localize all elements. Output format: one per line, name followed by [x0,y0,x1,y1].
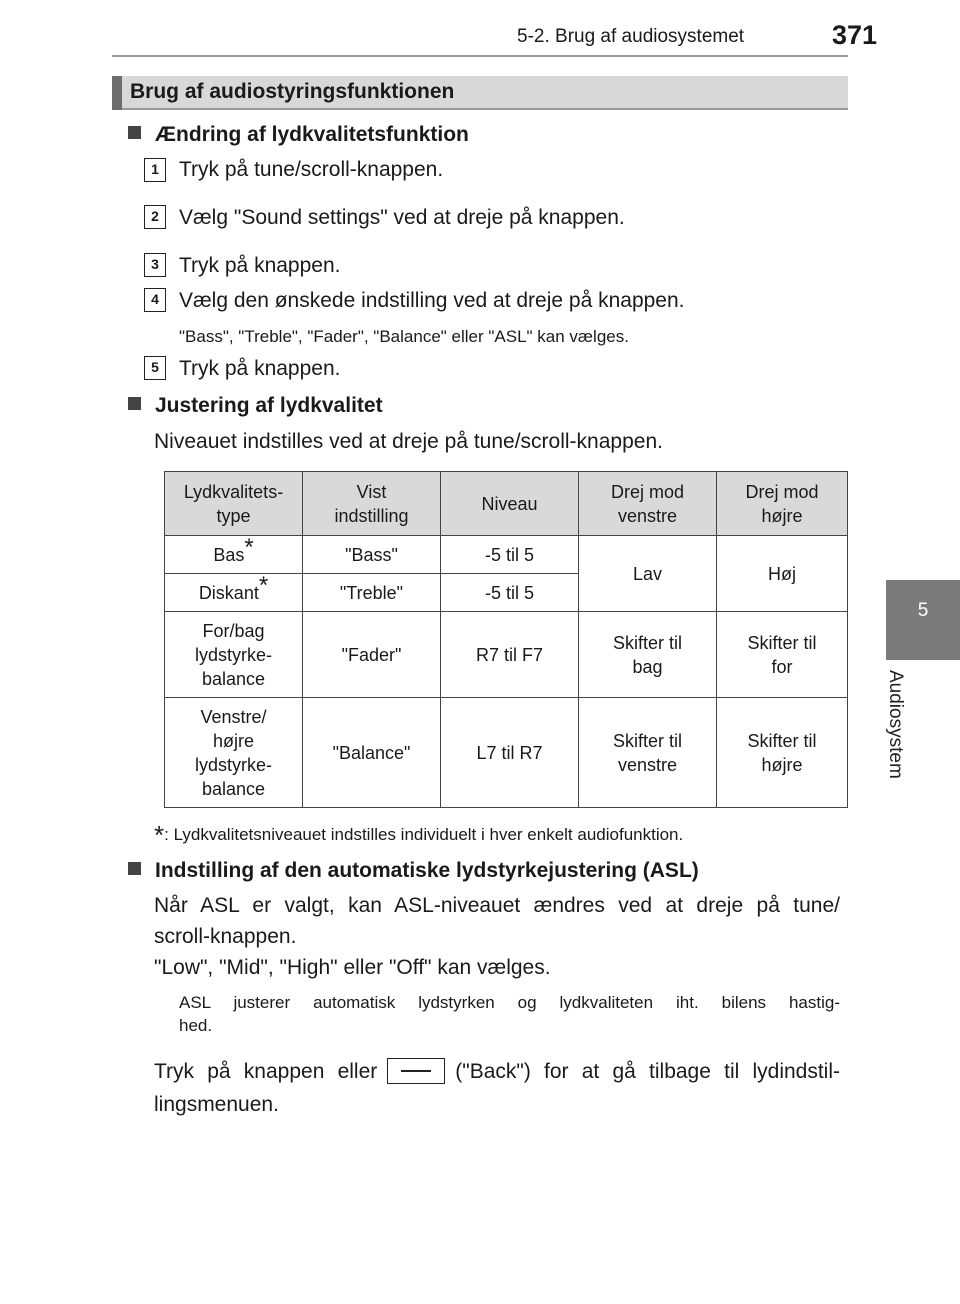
section-title: Brug af audiostyringsfunktionen [130,80,455,103]
chapter-side-label-text: Audiosystem [885,670,906,779]
chapter-header: 5-2. Brug af audiosystemet [517,26,745,47]
section-bar-accent [112,76,122,110]
table-header-cell: Drej mod venstre [579,472,717,536]
step-text: Vælg den ønskede indstilling ved at dreje på knappen. [179,289,685,312]
table-cell: Venstre/ højre lydstyrke- balance [165,698,303,808]
table-cell: R7 til F7 [441,612,579,698]
body-text: scroll-knappen. [154,925,297,948]
asterisk-marker: * [258,571,269,599]
table-cell: For/bag lydstyrke- balance [165,612,303,698]
table-header-row [165,472,848,536]
chapter-side-label [885,670,926,800]
table-row [165,698,848,808]
header-rule [112,55,848,57]
step-number-box: 3 [144,253,166,277]
table-cell: -5 til 5 [441,536,579,574]
table-cell: "Bass" [303,536,441,574]
table-cell: Skifter til for [717,612,848,698]
subheading-text: Ændring af lydkvalitetsfunktion [155,123,469,146]
body-text: "Low", "Mid", "High" eller "Off" kan vælges. [154,956,551,979]
step-note: "Bass", "Treble", "Fader", "Balance" eller "ASL" kan vælges. [179,327,629,346]
table-header-cell: Drej mod højre [717,472,848,536]
subheading-asl [128,859,699,883]
footnote-marker: * [154,820,165,850]
footnote [154,820,683,851]
step-number-box: 1 [144,158,166,182]
table-header-cell: Niveau [441,472,579,536]
body-text: Når ASL er valgt, kan ASL-niveauet ændres ved at dreje på tune/ [154,894,840,917]
table-cell: "Balance" [303,698,441,808]
step-text: Tryk på knappen. [179,357,341,380]
square-bullet-icon [128,126,141,139]
back-button-icon [387,1058,445,1084]
step-number-box: 2 [144,205,166,229]
table-row [165,612,848,698]
table-row [165,536,848,574]
note-text: ASL justerer automatisk lydstyrken og lydkvaliteten iht. bilens hastig- [179,993,840,1012]
subheading-text: Justering af lydkvalitet [155,394,383,417]
step-number-box: 5 [144,356,166,380]
page-number: 371 [832,20,878,50]
body-text: lingsmenuen. [154,1093,279,1116]
table-cell: "Fader" [303,612,441,698]
table-cell: Skifter til højre [717,698,848,808]
cell-text: Diskant [198,582,259,603]
square-bullet-icon [128,862,141,875]
table-cell: Skifter til bag [579,612,717,698]
note-text: hed. [179,1016,213,1035]
body-text: Niveauet indstilles ved at dreje på tune/scroll-knappen. [154,430,663,453]
step-text: Tryk på knappen. [179,254,341,277]
footnote-text: : Lydkvalitetsniveauet indstilles individuelt i hver enkelt audiofunktion. [164,825,684,844]
step-number-box: 4 [144,288,166,312]
table-header-cell: Lydkvalitets- type [165,472,303,536]
back-instruction-text: Tryk på knappen eller [154,1060,378,1083]
step-text: Tryk på tune/scroll-knappen. [179,158,444,181]
back-instruction-text: ("Back") for at gå tilbage til lydindstil- [455,1060,840,1083]
table-cell: Høj [717,536,848,612]
chapter-side-tab-number: 5 [917,600,929,621]
sound-quality-table [164,471,848,808]
table-cell: Skifter til venstre [579,698,717,808]
subheading-sound-quality-mode [128,123,469,147]
subheading-sound-quality-adjust [128,394,383,418]
table-cell [165,533,303,574]
cell-text: Bas [213,544,245,565]
table-cell: -5 til 5 [441,574,579,612]
table-cell: L7 til R7 [441,698,579,808]
table-cell: Lav [579,536,717,612]
square-bullet-icon [128,397,141,410]
table-cell: "Treble" [303,574,441,612]
asterisk-marker: * [244,533,254,561]
table-header-cell: Vist indstilling [303,472,441,536]
back-instruction [154,1058,840,1084]
step-text: Vælg "Sound settings" ved at dreje på knappen. [179,206,625,229]
table-cell [165,571,303,612]
subheading-text: Indstilling af den automatiske lydstyrkejustering (ASL) [155,859,699,882]
